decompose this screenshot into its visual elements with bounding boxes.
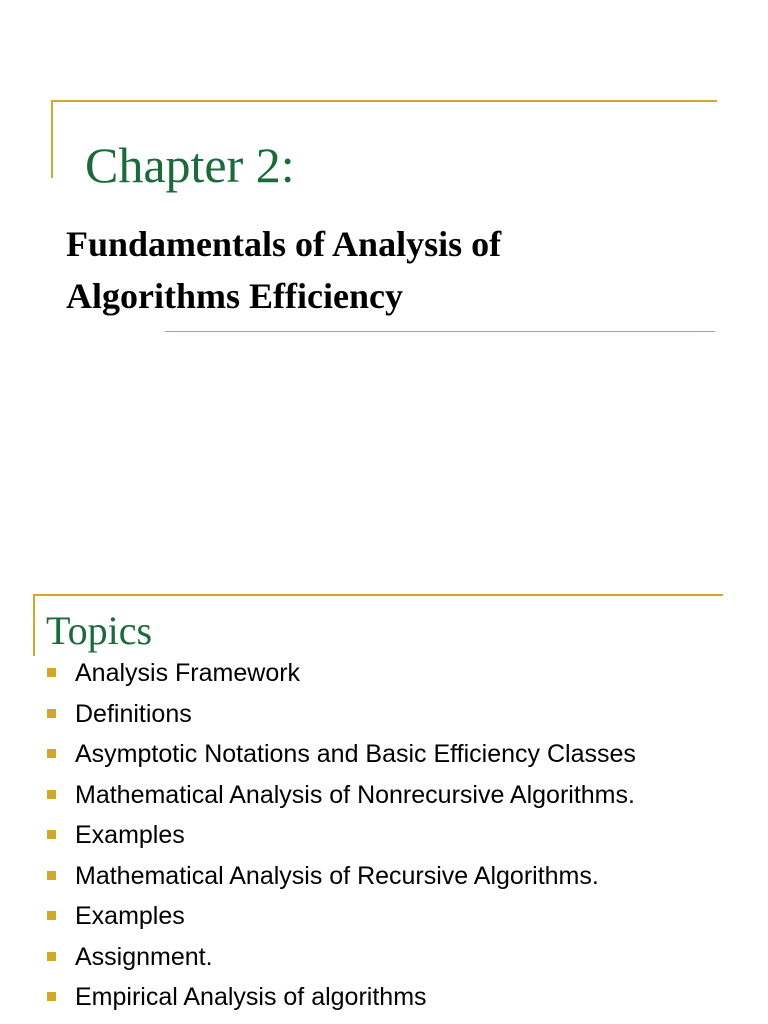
square-bullet-icon: [47, 992, 56, 1001]
square-bullet-icon: [47, 830, 56, 839]
topics-title: Topics: [46, 608, 153, 653]
list-item: [46, 694, 636, 735]
accent-left-rule: [51, 100, 53, 178]
list-item: [46, 775, 636, 816]
square-bullet-icon: [47, 911, 56, 920]
square-bullet-icon: [47, 871, 56, 880]
list-item-label: Analysis Framework: [75, 659, 301, 687]
list-item-label: Assignment.: [75, 942, 213, 971]
subtitle-line: Algorithms Efficiency: [66, 276, 403, 316]
list-item-label: Mathematical Analysis of Recursive Algorithms.: [75, 861, 599, 890]
list-item-label: Mathematical Analysis of Nonrecursive Algorithms.: [75, 780, 635, 809]
subtitle-line: Fundamentals of Analysis of: [66, 224, 502, 264]
square-bullet-icon: [47, 749, 56, 758]
list-item-label: Examples: [75, 902, 185, 930]
list-item-label: Examples: [75, 821, 185, 849]
accent-bottom-rule: [165, 331, 715, 332]
list-item: [46, 937, 636, 978]
list-item: [46, 856, 636, 897]
list-item: [46, 896, 636, 937]
accent-left-rule: [33, 594, 35, 656]
square-bullet-icon: [47, 709, 56, 718]
topics-slide: [0, 560, 768, 1024]
list-item-label: Asymptotic Notations and Basic Efficiency Classes: [75, 740, 636, 768]
topics-list: [46, 653, 636, 1018]
square-bullet-icon: [47, 668, 56, 677]
chapter-title: Chapter 2:: [85, 137, 295, 193]
list-item: [46, 977, 636, 1018]
square-bullet-icon: [47, 790, 56, 799]
list-item-label: Definitions: [75, 699, 192, 728]
accent-top-rule: [51, 100, 717, 102]
list-item: [46, 815, 636, 856]
square-bullet-icon: [47, 952, 56, 961]
list-item: [46, 653, 636, 694]
list-item-label: Empirical Analysis of algorithms: [75, 983, 427, 1011]
list-item: [46, 734, 636, 775]
chapter-subtitle: [66, 218, 706, 322]
accent-top-rule: [33, 594, 723, 596]
